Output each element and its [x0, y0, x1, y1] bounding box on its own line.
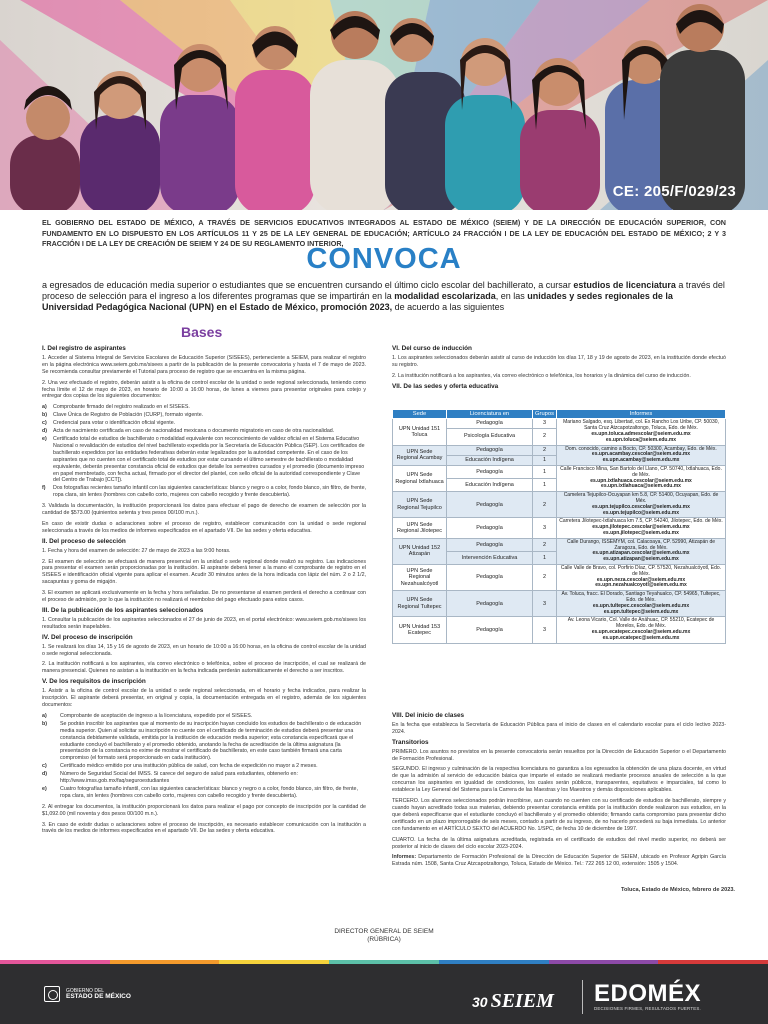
email-link[interactable]: es.upn.ecatepec.cescolar@seiem.edu.mx [591, 628, 691, 635]
grupos-cell: 2 [533, 538, 557, 551]
table-header-row [393, 410, 726, 419]
sede-cell: UPN Unidad 153 Ecatepec [393, 617, 447, 643]
gobierno-logo [44, 986, 131, 1002]
sede-cell: UPN Sede Regional Nezahualcóyotl [393, 564, 447, 590]
hero-banner [0, 0, 768, 210]
address-text: Camelera Tejupilco-Ocuyapan km 5.8, CP. 51400, Ocuyapan, Edo. de Méx. [563, 492, 719, 504]
paragraph: 3. En caso de existir dudas o aclaraciones sobre el proceso de inscripción, es necesario establecer comunicación con la institución a través de los medios de informes especificados en el apartado VII. De las sedes y oferta educativa. [42, 821, 366, 835]
issue-date: Toluca, Estado de México, febrero de 2023. [621, 887, 735, 893]
paragraph: 1. Fecha y hora del examen de selección: 27 de mayo de 2023 a las 9:00 horas. [42, 547, 231, 554]
grupos-cell: 3 [533, 617, 557, 643]
lead-text-3: , en las [495, 291, 528, 301]
edomex-slogan: DECISIONES FIRMES, RESULTADOS FUERTES. [594, 1006, 701, 1011]
list-item [42, 404, 366, 411]
email-link[interactable]: es.upn.neza.cescolar@seiem.edu.mx [596, 576, 686, 583]
paragraph: TERCERO. Los alumnos seleccionados podrán inscribirse, aun cuando no cuenten con su certificado de estudios de bachillerato, siempre y cuando hayan acreditado todas sus materias, debiendo presentar constancia emitida por la institución donde realizaron sus estudios, en la que deberá especificarse que el estudiante concluyó el bachillerato y el promedio obtenido; firmando carta compromiso para presentar dicho certificado en un plazo improrrogable de seis meses, contado a partir de su ingreso, de no hacerlo procederá su baja inmediata. Lo anterior con fundamento en el ARTÍCULO SEXTO del ACUERDO No. 1/SPC, de fecha 10 de diciembre de 1997. [392, 798, 726, 832]
left-column [42, 343, 366, 839]
sede-cell: UPN Unidad 151 Toluca [393, 419, 447, 445]
informes-cell [557, 492, 726, 518]
informes-cell [557, 538, 726, 564]
email-link[interactable]: es.upn.tultepec.cescolar@seiem.edu.mx [592, 602, 690, 609]
email-link[interactable]: es.upn.toluca@seiem.edu.mx [605, 436, 677, 443]
sede-cell: UPN Sede Regional Tejupilco [393, 492, 447, 518]
email-link[interactable]: es.upn.tultepec@seiem.edu.mx [603, 608, 679, 615]
email-link[interactable]: es.upn.ixtlahuaca.cescolar@seiem.edu.mx [590, 477, 692, 484]
address-text: Mariano Salgado, esq. Libertad, col. Ex Rancho Los Uribe, CP. 50030, Santa Cruz Atzcapotzaltongo, Toluca, Edo. de Méx. [563, 419, 719, 432]
list-text: Comprobante de aceptación de ingreso a la licenciatura, expedido por el SISEES. [60, 712, 253, 719]
gobierno-big: ESTADO DE MÉXICO [66, 993, 131, 1000]
paragraph: 3. El examen se aplicará exclusivamente en la fecha y hora señaladas. De no presentarse al examen perderá el derecho a continuar con el proceso de admisión, por lo que la institución no realizará el reembolso del pago efectuado para estos casos. [42, 590, 366, 604]
section-heading: IV. Del proceso de inscripción [42, 633, 133, 641]
address-text: Av. Toluca, fracc. El Dorado, Santiago Teyahualco, CP. 54965, Tultepec, Edo. de Méx. [561, 591, 721, 603]
hero-illustration [0, 0, 768, 210]
list-key: f) [42, 485, 46, 492]
informes-cell [557, 564, 726, 590]
footer-color-bar [0, 960, 768, 964]
informes-cell [557, 445, 726, 465]
page-title: CONVOCA [306, 243, 462, 275]
sede-cell: UPN Sede Regional Jilotepec [393, 518, 447, 538]
address-text: Calle Durango, ISSEMYM, col. Calacoaya, CP. 52990, Atizapán de Zaragoza, Edo. de Méx. [566, 538, 716, 551]
list-item [42, 771, 366, 785]
section-heading: VI. Del curso de inducción [392, 345, 472, 352]
informes-cell [557, 591, 726, 617]
grupos-cell: 1 [533, 455, 557, 465]
email-link[interactable]: es.upn.nezahualcoyotl@seiem.edu.mx [595, 582, 687, 589]
grupos-cell: 2 [533, 428, 557, 445]
address-text: Calle Valle de Bravo, col. Porfirio Díaz, CP. 57520, Nezahualcóyotl, Edo. de Méx. [560, 564, 722, 577]
section-heading: III. De la publicación de los aspirantes seleccionados [42, 607, 204, 614]
table-row [393, 538, 726, 551]
email-link[interactable]: es.upn.atizapan@seiem.edu.mx [603, 556, 679, 563]
licenciatura-cell: Pedagogía [447, 538, 533, 551]
email-link[interactable]: es.upn.jilotepec@seiem.edu.mx [603, 529, 679, 536]
paragraph: En la fecha que establezca la Secretaría de Educación Pública para el inicio de clases en el calendario escolar para el ciclo lectivo 2023-2024. [392, 721, 726, 735]
requirements-list [42, 713, 366, 800]
licenciatura-cell: Pedagogía [447, 445, 533, 455]
lead-paragraph [42, 280, 726, 313]
paragraph: 2. La institución notificará a los aspirantes, vía correo electrónico o telefónica, los horarios y la dinámica del curso de inducción. [392, 372, 691, 379]
rubrica-label: (RÚBRICA) [367, 936, 401, 943]
table-row [393, 465, 726, 478]
logo-divider [582, 980, 583, 1014]
paragraph: En caso de existir dudas o aclaraciones sobre el proceso de registro, establecer comunicación con la unidad o sede regional seleccionada a través de los medios de informes especificados en el apartado VII. De las sedes y oferta educativa. [42, 520, 366, 534]
licenciatura-cell: Pedagogía [447, 591, 533, 617]
informes-cell [557, 518, 726, 538]
seiem-logo [472, 990, 554, 1013]
list-item [42, 713, 366, 720]
paragraph: SEGUNDO. El ingreso y culminación de la respectiva licenciatura no garantiza a los egresados la obtención de una plaza docente, en virtud de que la admisión al servicio de educación básica que imparte el estado se realizará mediante procesos anuales de selección a la que concurran los aspirantes en igualdad de condiciones, los cuales serán públicos, transparentes, equitativos e imparciales, tal como lo establece la Ley General del Sistema para la Carrera de las Maestras y los Maestros y demás disposiciones aplicables. [392, 766, 726, 794]
table-row [393, 564, 726, 590]
list-key: c) [42, 420, 47, 427]
grupos-cell: 2 [533, 564, 557, 590]
section-heading: II. Del proceso de selección [42, 537, 126, 545]
column-header: Licenciatura en [447, 410, 533, 419]
sedes-table [392, 409, 726, 644]
column-header: Sede [393, 410, 447, 419]
state-seal-icon [44, 986, 60, 1002]
sede-cell: UPN Sede Regional Tultepec [393, 591, 447, 617]
informes-label: Informes: [392, 854, 417, 861]
email-link[interactable]: es.upn.tejupilco.cescolar@seiem.edu.mx [592, 503, 690, 510]
grupos-cell: 3 [533, 518, 557, 538]
document-list [42, 404, 366, 499]
list-text: Acta de nacimiento certificada en caso de nacionalidad mexicana o documento migratorio en caso de otra nacionalidad. [53, 428, 335, 435]
email-link[interactable]: es.upn.acambay.cescolar@seiem.edu.mx [591, 451, 691, 458]
seiem-wordmark: SEIEM [490, 990, 554, 1012]
list-key: e) [42, 435, 47, 442]
grupos-cell: 3 [533, 419, 557, 428]
list-text: Certificado médico emitido por una institución pública de salud, con fecha de expedición no mayor a 2 meses. [60, 763, 318, 770]
right-column-bottom [392, 710, 726, 872]
list-item [42, 428, 366, 435]
edomex-wordmark: EDOMÉX [594, 980, 702, 1007]
list-text: Certificado total de estudios de bachillerato o modalidad equivalente con reconocimiento de validez oficial en el Sistema Educativo Nacional o revalidación de estudios del nivel bachillerato expedida por la Secretaría de Educación Pública (SEP). Los certificados de bachillerato expedidos por las entidades federativas deberán estar legalizados por la autoridad competente. En el caso de los aspirantes que no cuenten con el certificado total de estudios por estar cursando el último semestre de bachillerato o modalidad equivalente, deberán presentar constancia oficial de estudios que detalle los semestres cursados y el promedio (documento impreso en papel membretado, con fecha actual, firmado por el director del plantel, con sello oficial de la autoridad correspondiente y Clave del Centro de Trabajo [CCT]). [53, 435, 365, 484]
email-link[interactable]: es.upn.jilotepec.cescolar@seiem.edu.mx [592, 524, 690, 531]
list-key: d) [42, 771, 47, 778]
paragraph: 1. Consultar la publicación de los aspirantes seleccionados el 27 de junio de 2023, en el portal electrónico: www.seiem.gob.mx/sisees los resultados serán inapelables. [42, 616, 366, 630]
paragraph: PRIMERO. Los asuntos no previstos en la presente convocatoria serán resueltos por la Dirección de Educación Superior o el Departamento de Formación Profesional. [392, 748, 726, 762]
paragraph: 1. Asistir a la oficina de control escolar de la unidad o sede regional seleccionada, en el horario y fecha indicados, para realizar la inscripción. El aspirante deberá presentar, en original y copia, la documentación entregada en el registro, además de los siguientes documentos: [42, 688, 366, 708]
list-text: Clave Única de Registro de Población (CURP), formato vigente. [53, 412, 204, 419]
signature-block [0, 928, 768, 944]
email-link[interactable]: es.upn.acambay@seiem.edu.mx [602, 457, 680, 464]
right-column-top [392, 343, 726, 393]
director-title: DIRECTOR GENERAL DE SEIEM [334, 928, 434, 935]
grupos-cell: 1 [533, 465, 557, 478]
table-row [393, 492, 726, 518]
licenciatura-cell: Educación Indígena [447, 479, 533, 492]
informes-cell [557, 617, 726, 643]
lead-text-2: a través del proceso de selección para el ingreso a los diferentes programas que se impartirán en la [42, 280, 725, 301]
gobierno-small: GOBIERNO DEL [66, 988, 105, 994]
paragraph: 3. Validada la documentación, la institución proporcionará los datos para efectuar el pago de derecho de examen de selección por la cantidad de $573.00 (quinientos setenta y tres pesos 00/100 m.n.). [42, 503, 366, 517]
list-item [42, 763, 366, 770]
list-text: Cuatro fotografías tamaño infantil, con las siguientes características: blanco y negro o a color, fondo blanco, sin filtro, de frente, ropa clara, sin lentes (hombres con cabello corto, mujeres con cabello recogido y frente descubierta). [60, 785, 358, 799]
email-link[interactable]: es.upn.ecatepec@seiem.edu.mx [602, 634, 680, 641]
paragraph: 2. El examen de selección se efectuará de manera presencial en la unidad o sede regional donde realizó su registro. Las indicaciones para presentar el examen serán proporcionadas por la institución. El aspirante deberá tener a la mano el comprobante de registro en el SISEES e identificación oficial vigente para aplicar el examen. Acudir 30 minutos antes de la hora indicada con lápiz del núm. 2 o 2 1/2, sacapuntas y goma de migajón. [42, 558, 366, 586]
grupos-cell: 1 [533, 479, 557, 492]
list-text: Se podrán inscribir los aspirantes que al momento de su inscripción hayan concluido los estudios de bachillerato o de educación media superior. Quien al solicitar su inscripción no cuente con el certificado de terminación de estudios deberá presentar una constancia debidamente validada, emitida por la institución de educación media superior; esta constancia especificará que el estudiante concluyó el bachillerato y el promedio obtenido, anotando la fecha de acreditación de la última asignatura (la presentación de la constancia no exime de mostrar el certificado de bachillerato, en este caso también firmará una carta compromiso (el formato será proporcionado en cada institución). [60, 720, 362, 762]
informes-paragraph [392, 854, 726, 868]
lead-text-1: a egresados de educación media superior o estudiantes que se encuentren cursando el último ciclo escolar del bachillerato, a cursar [42, 280, 574, 290]
licenciatura-cell: Pedagogía [447, 492, 533, 518]
licenciatura-cell: Psicología Educativa [447, 428, 533, 445]
section-heading: I. Del registro de aspirantes [42, 345, 126, 352]
lead-bold-1: estudios de licenciatura [573, 280, 676, 290]
table-row [393, 617, 726, 643]
intro-paragraph: EL GOBIERNO DEL ESTADO DE MÉXICO, A TRAVÉS DE SERVICIOS EDUCATIVOS INTEGRADOS AL ESTADO DE MÉXICO (SEIEM) Y DE LA DIRECCIÓN DE EDUCACIÓN SUPERIOR, CON FUNDAMENTO EN LO DISPUESTO EN LOS ARTÍCULOS 11 Y 25 DE LA LEY GENERAL DE EDUCACIÓN; ARTÍCULO 24 FRACCIÓN I DE LA LEY DE EDUCACIÓN DEL ESTADO DE MÉXICO; 2 Y 3 FRACCIÓN I DE LA LEY DE CREACIÓN DE SEIEM Y 24 DE SU REGLAMENTO INTERIOR, [42, 218, 726, 248]
list-item [42, 412, 366, 419]
licenciatura-cell: Pedagogía [447, 518, 533, 538]
email-link[interactable]: es.upn.atizapan.cescolar@seiem.edu.mx [592, 550, 690, 557]
address-text: Calle Francisco Mina, San Bartolo del Llano, CP. 50740, Ixtlahuaca, Edo. de Méx. [560, 465, 722, 478]
lead-text-4: de acuerdo a las siguientes [392, 302, 505, 312]
paragraph: 2. Al entregar los documentos, la institución proporcionará los datos para realizar el pago por concepto de inscripción por la cantidad de $1,092.00 (mil noventa y dos pesos 00/100 m.n.). [42, 803, 366, 817]
licenciatura-cell: Pedagogía [447, 564, 533, 590]
paragraph: 1. Los aspirantes seleccionados deberán asistir al curso de inducción los días 17, 18 y 19 de agosto de 2023, en la institución donde efectuó su registro. [392, 354, 726, 368]
column-header: Informes [557, 410, 726, 419]
email-link[interactable]: es.upn.toluca.admescolar@seiem.edu.mx [591, 430, 691, 437]
address-text: Av. Leona Vicario, Col. Valle de Anáhuac, CP. 55210, Ecatepec de Morelos, Edo. de Méx. [567, 617, 715, 630]
licenciatura-cell: Educación Indígena [447, 455, 533, 465]
email-link[interactable]: es.upn.tejupilco@seiem.edu.mx [603, 509, 680, 516]
footer [0, 960, 768, 1024]
list-key: b) [42, 412, 47, 419]
sede-cell: UPN Unidad 152 Atizapán [393, 538, 447, 564]
lead-bold-2: modalidad escolarizada [394, 291, 496, 301]
anniversary-number: 30 [472, 994, 488, 1010]
ce-code: CE: 205/F/029/23 [612, 183, 736, 200]
sede-cell: UPN Sede Regional Ixtlahuaca [393, 465, 447, 491]
list-item [42, 721, 366, 762]
licenciatura-cell: Pedagogía [447, 465, 533, 478]
table-row [393, 445, 726, 455]
list-key: e) [42, 785, 47, 792]
section-heading: VIII. Del inicio de clases [392, 712, 465, 719]
grupos-cell: 2 [533, 445, 557, 455]
list-item [42, 436, 366, 484]
list-key: d) [42, 428, 47, 435]
table-row [393, 591, 726, 617]
grupos-cell: 2 [533, 492, 557, 518]
section-heading: Transitorios [392, 738, 429, 746]
list-text: Número de Seguridad Social del IMSS. Si carece del seguro de salud para estudiantes, obtenerlo en: http://www.imss.gob.mx/faq/seguroestudiantes [60, 771, 298, 785]
list-item [42, 786, 366, 800]
lead-bold-3: unidades y sedes regionales de la Universidad Pedagógica Nacional (UPN) en el Estado de México, promoción 2023, [42, 291, 673, 312]
licenciatura-cell: Pedagogía [447, 617, 533, 643]
informes-cell [557, 465, 726, 491]
paragraph: 1. Se realizará los días 14, 15 y 16 de agosto de 2023, en un horario de 10:00 a 16:00 horas, en la oficina de control escolar de la unidad o sede regional seleccionada. [42, 643, 366, 657]
sede-cell: UPN Sede Regional Acambay [393, 445, 447, 465]
grupos-cell: 3 [533, 591, 557, 617]
table-row [393, 518, 726, 538]
email-link[interactable]: es.upn.ixtlahuaca@seiem.edu.mx [601, 483, 681, 490]
bases-heading: Bases [181, 324, 223, 340]
list-key: c) [42, 763, 47, 770]
list-key: a) [42, 712, 47, 719]
section-heading: VII. De las sedes y oferta educativa [392, 382, 499, 390]
edomex-logo [594, 980, 701, 1011]
list-item [42, 485, 366, 499]
grupos-cell: 1 [533, 551, 557, 564]
paragraph: CUARTO. La fecha de la última asignatura acreditada, registrada en el certificado de estudios del nivel medio superior, no deberá ser posterior al inicio de clases del ciclo escolar 2023-2024. [392, 836, 726, 850]
column-header: Grupos [533, 410, 557, 419]
licenciatura-cell: Pedagogía [447, 419, 533, 428]
list-text: Comprobante firmado del registro realizado en el SISEES. [53, 404, 190, 411]
licenciatura-cell: Intervención Educativa [447, 551, 533, 564]
gobierno-text [66, 988, 131, 1000]
list-text: Credencial para votar o identificación oficial vigente. [53, 420, 176, 427]
list-key: a) [42, 404, 47, 411]
paragraph: 2. La institución notificará a los aspirantes, vía correo electrónico o telefónica, sobre el proceso de inscripción, el cual se realizará de manera presencial. Quienes no asistan a la institución en la fecha indicada perderán automáticamente el derecho a ser inscritos. [42, 661, 366, 675]
list-text: Dos fotografías recientes tamaño infantil con las siguientes características: blanco y negro o a color, fondo blanco, sin filtro, de frente, ropa clara, sin lentes (hombres con cabello corto, mujeres con cabello recogido y frente descubierta). [53, 485, 366, 499]
informes-cell [557, 419, 726, 445]
list-key: b) [42, 720, 47, 727]
section-heading: V. De los requisitos de inscripción [42, 678, 146, 686]
address-text: Dom. conocido, camino a Bocto, CP. 50300, Acambay, Edo. de Méx. [565, 445, 717, 452]
informes-text: Departamento de Formación Profesional de la Dirección de Educación Superior de SEIEM, ubicado en Profesor Agripin García Estrada núm. 1508, Santa Cruz Atzcapotzaltongo, Toluca, Estado de México. Tel.: 722 265 12 00, extensión: 1505 y 1504. [392, 854, 726, 868]
address-text: Carretera Jilotepec-Ixtlahuaca km 7.5, CP. 54240, Jilotepec, Edo. de Méx. [559, 518, 723, 525]
table-row [393, 419, 726, 428]
list-item [42, 420, 366, 427]
paragraph: 1. Acceder al Sistema Integral de Servicios Escolares de Educación Superior (SISEES), perteneciente a SEIEM, para realizar el registro en la página electrónica www.seiem.gob.mx/sisees a partir de la publicación de la presente convocatoria y hasta el 7 de mayo de 2023. Se recomienda consultar previamente el Tutorial para proceso de registro que se encuentra en la misma página. [42, 354, 366, 375]
paragraph: 2. Una vez efectuado el registro, deberán asistir a la oficina de control escolar de la unidad o sede regional seleccionada, teniendo como fecha límite el 12 de mayo de 2023, en horario de 10:00 a 16:00 horas, de lunes a viernes para presentar originales para cotejo y entregar dos copias de los siguientes documentos: [42, 379, 366, 400]
